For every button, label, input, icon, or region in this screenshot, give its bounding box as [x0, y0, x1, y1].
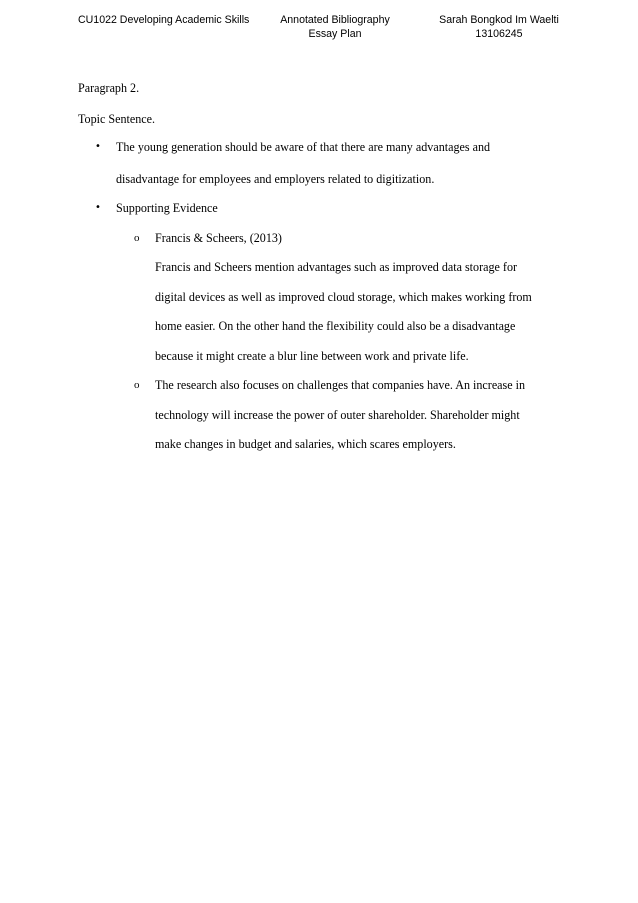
sub-item-1-line-5: because it might create a blur line between work and private life. [155, 349, 469, 363]
header-author-name: Sarah Bongkod Im Waelti [439, 14, 559, 26]
bullet-1-line-2: disadvantage for employees and employers related to digitization. [116, 172, 435, 186]
sub-bullet-marker: o [134, 232, 140, 244]
bullet-marker: • [95, 141, 101, 152]
sub-item-2-line-3: make changes in budget and salaries, which scares employers. [155, 437, 456, 451]
sub-bullet-marker: o [134, 379, 140, 391]
sub-item-1-line-3: digital devices as well as improved cloud storage, which makes working from [155, 290, 532, 304]
sub-item-2-line-1: The research also focuses on challenges that companies have. An increase in [155, 378, 526, 392]
bullet-1-line-1: The young generation should be aware of that there are many advantages and [116, 140, 491, 154]
sub-item-1-line-2: Francis and Scheers mention advantages such as improved data storage for [155, 260, 518, 274]
header-author [426, 13, 572, 41]
paragraph-heading: Paragraph 2. [78, 81, 140, 95]
sub-item-1-line-4: home easier. On the other hand the flexibility could also be a disadvantage [155, 319, 516, 333]
header-course [78, 13, 249, 27]
header-course-text: CU1022 Developing Academic Skills [78, 14, 250, 26]
topic-heading: Topic Sentence. [78, 112, 156, 126]
header-doc-title-line1: Annotated Bibliography [280, 14, 390, 26]
sub-item-2-line-2: technology will increase the power of outer shareholder. Shareholder might [155, 408, 520, 422]
bullet-marker: • [95, 202, 101, 213]
bullet-2-line-1: Supporting Evidence [116, 201, 218, 215]
header-doc-title-line2: Essay Plan [308, 28, 362, 40]
header-student-id: 13106245 [475, 28, 523, 40]
sub-item-1-line-1: Francis & Scheers, (2013) [155, 231, 282, 245]
header-doc-title [262, 13, 408, 41]
